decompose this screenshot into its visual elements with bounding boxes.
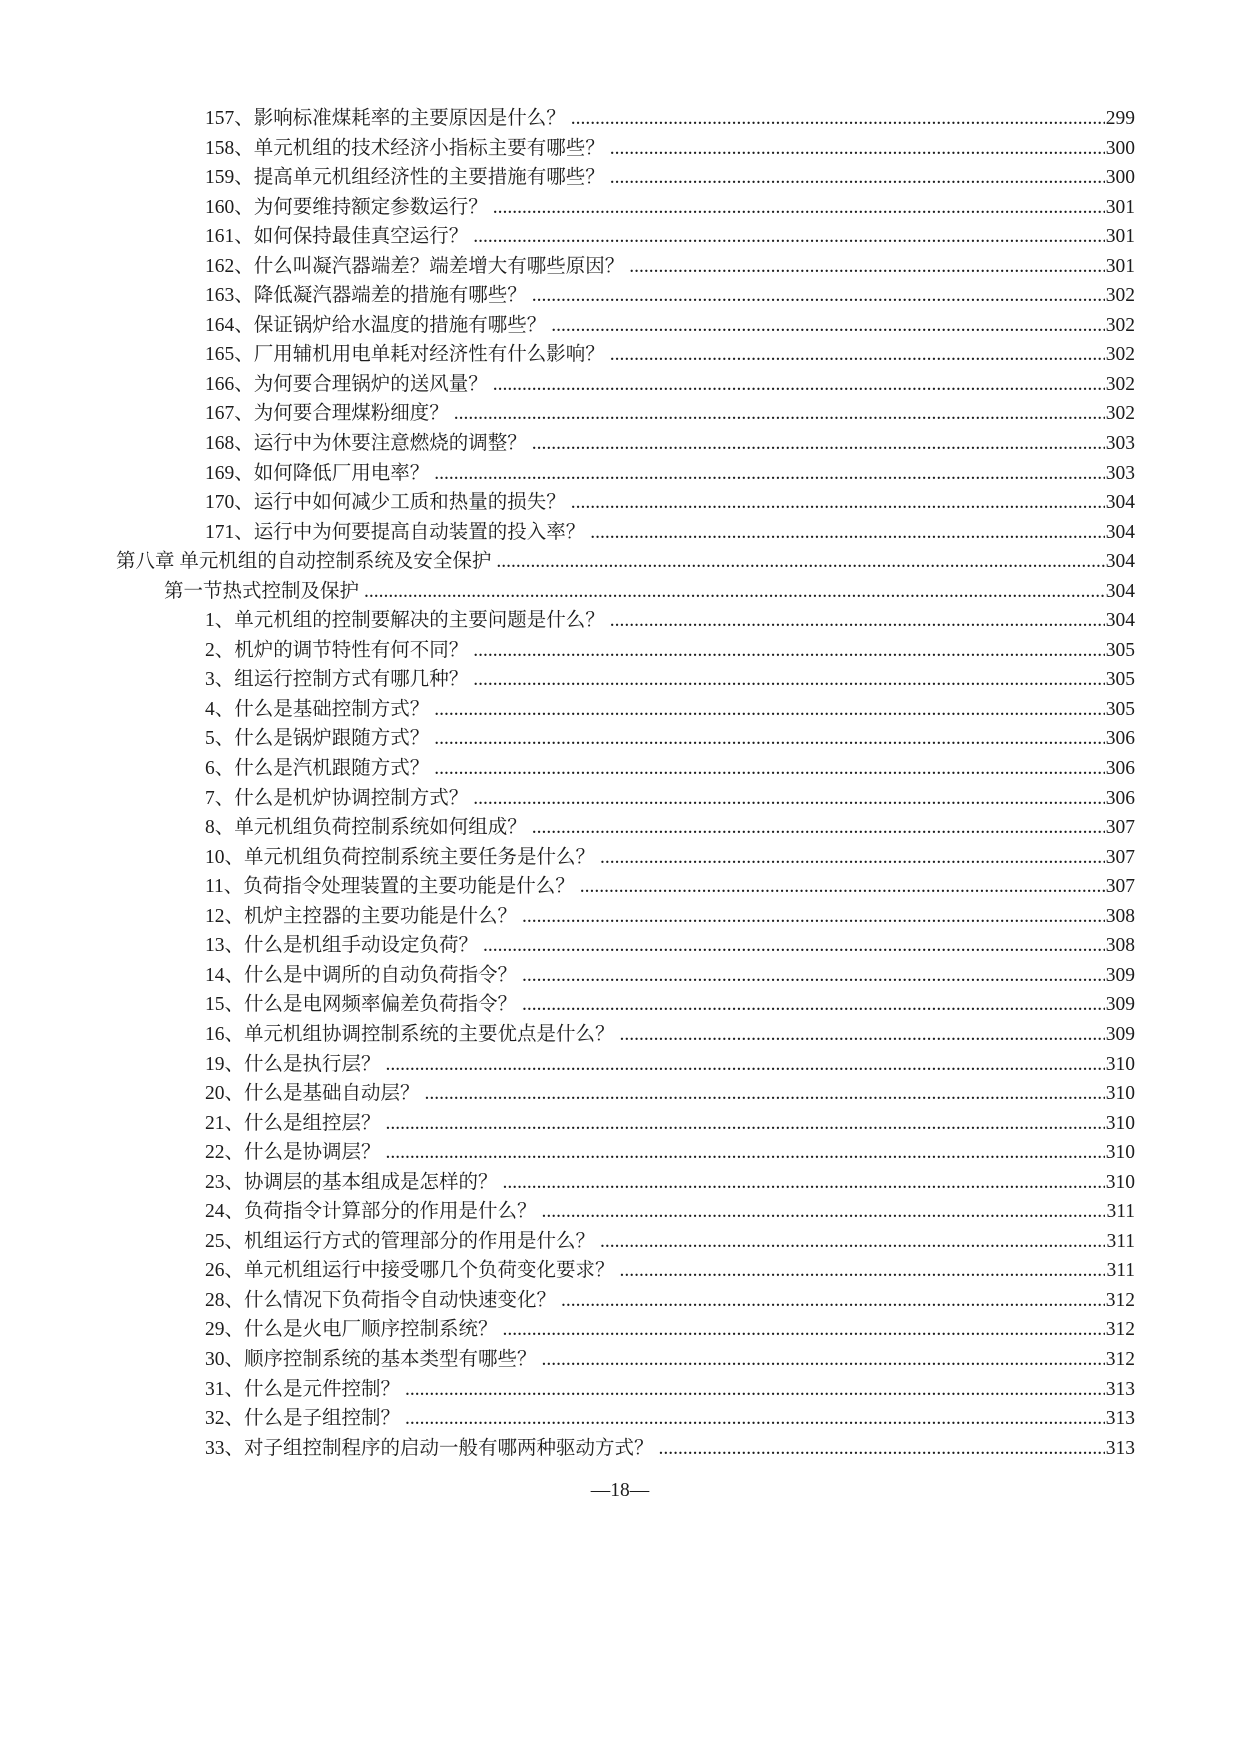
toc-entry-label: 14、什么是中调所的自动负荷指令？ [205, 964, 518, 986]
toc-entry [116, 1109, 1135, 1139]
toc-entry-label: 8、单元机组负荷控制系统如何组成？ [205, 817, 527, 839]
toc-entry [116, 399, 1135, 429]
toc-entry-label: 164、保证锅炉给水温度的措施有哪些？ [205, 314, 547, 336]
toc-leader-dots [590, 518, 1104, 548]
toc-entry [116, 961, 1135, 991]
toc-entry-page: 302 [1105, 285, 1135, 307]
toc-entry-label: 15、什么是电网频率偏差负荷指令？ [205, 994, 518, 1016]
toc-entry-label: 29、什么是火电厂顺序控制系统？ [205, 1319, 498, 1341]
toc-entry [116, 488, 1135, 518]
toc-entry-page: 307 [1105, 846, 1135, 868]
toc-entry-page: 308 [1105, 905, 1135, 927]
toc-entry-label: 163、降低凝汽器端差的措施有哪些？ [205, 285, 527, 307]
toc-entry [116, 606, 1135, 636]
toc-leader-dots [600, 843, 1105, 873]
toc-entry-label: 12、机炉主控器的主要功能是什么？ [205, 905, 518, 927]
toc-leader-dots [503, 1168, 1105, 1198]
toc-entry [116, 547, 1135, 577]
toc-entry-label: 157、影响标准煤耗率的主要原因是什么？ [205, 108, 566, 129]
toc-leader-dots [425, 1079, 1105, 1109]
toc-entry-label: 21、什么是组控层？ [205, 1112, 381, 1134]
toc-entry [116, 1286, 1135, 1316]
toc-entry [116, 577, 1135, 607]
toc-entry [116, 843, 1135, 873]
toc-entry [116, 902, 1135, 932]
toc-leader-dots [600, 1227, 1105, 1257]
toc-entry [116, 813, 1135, 843]
toc-entry-page: 310 [1105, 1053, 1135, 1075]
toc-entry-page: 306 [1105, 728, 1135, 750]
toc-leader-dots [434, 459, 1104, 489]
toc-leader-dots [473, 636, 1104, 666]
toc-leader-dots [571, 488, 1105, 518]
toc-entry-page: 307 [1105, 876, 1135, 898]
toc-leader-dots [532, 429, 1105, 459]
toc-entry-page: 301 [1105, 226, 1135, 248]
toc-leader-dots [561, 1286, 1105, 1316]
toc-entry [116, 665, 1135, 695]
toc-entry-page: 306 [1105, 787, 1135, 809]
toc-leader-dots [386, 1138, 1105, 1168]
toc-entry [116, 1168, 1135, 1198]
toc-entry-page: 300 [1105, 137, 1135, 159]
toc-entry-page: 305 [1105, 639, 1135, 661]
toc-entry-page: 311 [1106, 1260, 1135, 1282]
toc-entry [116, 1404, 1135, 1434]
toc-entry-page: 306 [1105, 758, 1135, 780]
toc-leader-dots [610, 163, 1105, 193]
toc-entry-page: 303 [1105, 433, 1135, 455]
toc-leader-dots [434, 724, 1104, 754]
toc-entry-page: 309 [1105, 964, 1135, 986]
toc-entry-label: 5、什么是锅炉跟随方式？ [205, 728, 430, 750]
toc-entry [116, 695, 1135, 725]
toc-entry-label: 33、对子组控制程序的启动一般有哪两种驱动方式？ [205, 1437, 654, 1459]
toc-leader-dots [405, 1404, 1105, 1434]
toc-entry [116, 1079, 1135, 1109]
toc-leader-dots [386, 1109, 1105, 1139]
toc-leader-dots [551, 311, 1104, 341]
toc-entry-page: 312 [1105, 1319, 1135, 1341]
toc-leader-dots [434, 695, 1104, 725]
toc-entry [116, 222, 1135, 252]
toc-entry-page: 304 [1105, 610, 1135, 632]
toc-entry-page: 304 [1105, 492, 1135, 514]
toc-leader-dots [405, 1375, 1105, 1405]
toc-leader-dots [532, 813, 1105, 843]
toc-entry-label: 19、什么是执行层？ [205, 1053, 381, 1075]
toc-leader-dots [496, 547, 1104, 577]
toc-entry-page: 302 [1105, 403, 1135, 425]
toc-entry-page: 307 [1105, 817, 1135, 839]
toc-entry [116, 754, 1135, 784]
toc-entry-label: 16、单元机组协调控制系统的主要优点是什么？ [205, 1023, 615, 1045]
toc-entry-label: 20、什么是基础自动层？ [205, 1083, 420, 1105]
toc-entry-page: 309 [1105, 994, 1135, 1016]
toc-entry-page: 302 [1105, 344, 1135, 366]
toc-entry [116, 1375, 1135, 1405]
toc-entry [116, 370, 1135, 400]
toc-entry-label: 13、什么是机组手动设定负荷？ [205, 935, 479, 957]
toc-entry-label: 11、负荷指令处理装置的主要功能是什么？ [205, 876, 575, 898]
toc-entry-label: 162、什么叫凝汽器端差？端差增大有哪些原因？ [205, 255, 625, 277]
toc-entry-label: 25、机组运行方式的管理部分的作用是什么？ [205, 1230, 596, 1252]
toc-entry [116, 104, 1135, 134]
toc-entry-label: 24、负荷指令计算部分的作用是什么？ [205, 1201, 537, 1223]
toc-entry [116, 1434, 1135, 1464]
toc-entry-label: 3、组运行控制方式有哪几种？ [205, 669, 469, 691]
toc-leader-dots [542, 1197, 1106, 1227]
toc-leader-dots [473, 222, 1104, 252]
toc-leader-dots [364, 577, 1105, 607]
toc-entry [116, 163, 1135, 193]
toc-leader-dots [659, 1434, 1105, 1464]
toc-entry [116, 1227, 1135, 1257]
toc-leader-dots [610, 134, 1105, 164]
toc-entry-label: 1、单元机组的控制要解决的主要问题是什么？ [205, 610, 605, 632]
toc-entry-label: 170、运行中如何减少工质和热量的损失？ [205, 492, 566, 514]
toc-entry-label: 32、什么是子组控制？ [205, 1408, 401, 1430]
toc-leader-dots [571, 104, 1105, 134]
toc-entry [116, 724, 1135, 754]
toc-entry-page: 313 [1105, 1437, 1135, 1459]
toc-leader-dots [386, 1050, 1105, 1080]
toc-entry [116, 1020, 1135, 1050]
toc-entry-page: 299 [1105, 108, 1135, 129]
toc-entry [116, 1138, 1135, 1168]
toc-leader-dots [473, 784, 1104, 814]
toc-entry [116, 636, 1135, 666]
toc-entry-label: 167、为何要合理煤粉细度？ [205, 403, 449, 425]
toc-leader-dots [580, 872, 1105, 902]
toc-leader-dots [620, 1020, 1105, 1050]
toc-entry [116, 784, 1135, 814]
toc-entry-label: 28、什么情况下负荷指令自动快速变化？ [205, 1289, 557, 1311]
toc-entry-label: 23、协调层的基本组成是怎样的？ [205, 1171, 498, 1193]
toc-leader-dots [454, 399, 1105, 429]
toc-entry-page: 301 [1105, 255, 1135, 277]
toc-leader-dots [434, 754, 1104, 784]
toc-entry-label: 22、什么是协调层？ [205, 1142, 381, 1164]
toc-entry-label: 168、运行中为休要注意燃烧的调整？ [205, 433, 527, 455]
toc-leader-dots [522, 990, 1105, 1020]
toc-entry [116, 1315, 1135, 1345]
toc-entry [116, 931, 1135, 961]
toc-entry-label: 171、运行中为何要提高自动装置的投入率？ [205, 521, 586, 543]
toc-entry-page: 300 [1105, 167, 1135, 189]
toc-entry [116, 340, 1135, 370]
toc-entry [116, 1050, 1135, 1080]
toc-entry [116, 518, 1135, 548]
toc-entry-page: 305 [1105, 698, 1135, 720]
toc-entry-label: 7、什么是机炉协调控制方式？ [205, 787, 469, 809]
toc-entry-label: 161、如何保持最佳真空运行？ [205, 226, 469, 248]
toc-leader-dots [610, 340, 1105, 370]
toc-entry-label: 第八章 单元机组的自动控制系统及安全保护 [116, 551, 492, 573]
toc-entry-label: 166、为何要合理锅炉的送风量？ [205, 373, 488, 395]
toc-entry [116, 872, 1135, 902]
toc-leader-dots [629, 252, 1104, 282]
toc-entry-page: 304 [1105, 551, 1135, 573]
toc-entry-page: 301 [1105, 196, 1135, 218]
toc-leader-dots [620, 1256, 1106, 1286]
page-footer: —18— [590, 1480, 650, 1501]
toc-entry-page: 302 [1105, 373, 1135, 395]
toc-entry-page: 312 [1105, 1348, 1135, 1370]
toc-entry-page: 310 [1105, 1083, 1135, 1105]
toc-entry-label: 第一节热式控制及保护 [164, 580, 360, 602]
toc-leader-dots [532, 281, 1105, 311]
toc-entry-label: 30、顺序控制系统的基本类型有哪些？ [205, 1348, 537, 1370]
toc-entry-label: 10、单元机组负荷控制系统主要任务是什么？ [205, 846, 596, 868]
toc-entry [116, 193, 1135, 223]
toc-entry-page: 303 [1105, 462, 1135, 484]
toc-entry-page: 310 [1105, 1112, 1135, 1134]
toc-entry-label: 169、如何降低厂用电率？ [205, 462, 430, 484]
toc-entry [116, 1345, 1135, 1375]
toc-entry-page: 310 [1105, 1142, 1135, 1164]
toc-entry [116, 252, 1135, 282]
toc-leader-dots [503, 1315, 1105, 1345]
toc-entry [116, 459, 1135, 489]
toc-leader-dots [522, 961, 1105, 991]
toc-entry [116, 311, 1135, 341]
toc-leader-dots [473, 665, 1104, 695]
toc-entry-page: 311 [1106, 1230, 1135, 1252]
toc-entry-label: 165、厂用辅机用电单耗对经济性有什么影响？ [205, 344, 605, 366]
toc-entry-label: 4、什么是基础控制方式？ [205, 698, 430, 720]
toc-entry-label: 6、什么是汽机跟随方式？ [205, 758, 430, 780]
toc-entry [116, 1197, 1135, 1227]
toc-leader-dots [522, 902, 1105, 932]
toc-entry-page: 312 [1105, 1289, 1135, 1311]
toc-entry-label: 160、为何要维持额定参数运行？ [205, 196, 488, 218]
toc-leader-dots [483, 931, 1105, 961]
toc-entry-page: 304 [1105, 521, 1135, 543]
toc-leader-dots [493, 193, 1105, 223]
toc-entry [116, 281, 1135, 311]
toc-entry-page: 311 [1106, 1201, 1135, 1223]
toc-entry-page: 308 [1105, 935, 1135, 957]
toc-entry [116, 134, 1135, 164]
toc-entry-label: 31、什么是元件控制？ [205, 1378, 401, 1400]
toc-entry-label: 2、机炉的调节特性有何不同？ [205, 639, 469, 661]
toc-entry-page: 313 [1105, 1378, 1135, 1400]
toc-entry-page: 313 [1105, 1408, 1135, 1430]
toc-entry [116, 990, 1135, 1020]
toc-leader-dots [542, 1345, 1105, 1375]
toc-entry-label: 159、提高单元机组经济性的主要措施有哪些？ [205, 167, 605, 189]
toc-entry [116, 429, 1135, 459]
toc-entry-page: 305 [1105, 669, 1135, 691]
toc-leader-dots [610, 606, 1105, 636]
toc-entry-page: 310 [1105, 1171, 1135, 1193]
toc-entry [116, 1256, 1135, 1286]
toc-entry-page: 309 [1105, 1023, 1135, 1045]
toc-leader-dots [493, 370, 1105, 400]
toc-entry-label: 26、单元机组运行中接受哪几个负荷变化要求？ [205, 1260, 615, 1282]
toc-entry-page: 304 [1105, 580, 1135, 602]
toc-entry-page: 302 [1105, 314, 1135, 336]
toc-entry-label: 158、单元机组的技术经济小指标主要有哪些？ [205, 137, 605, 159]
